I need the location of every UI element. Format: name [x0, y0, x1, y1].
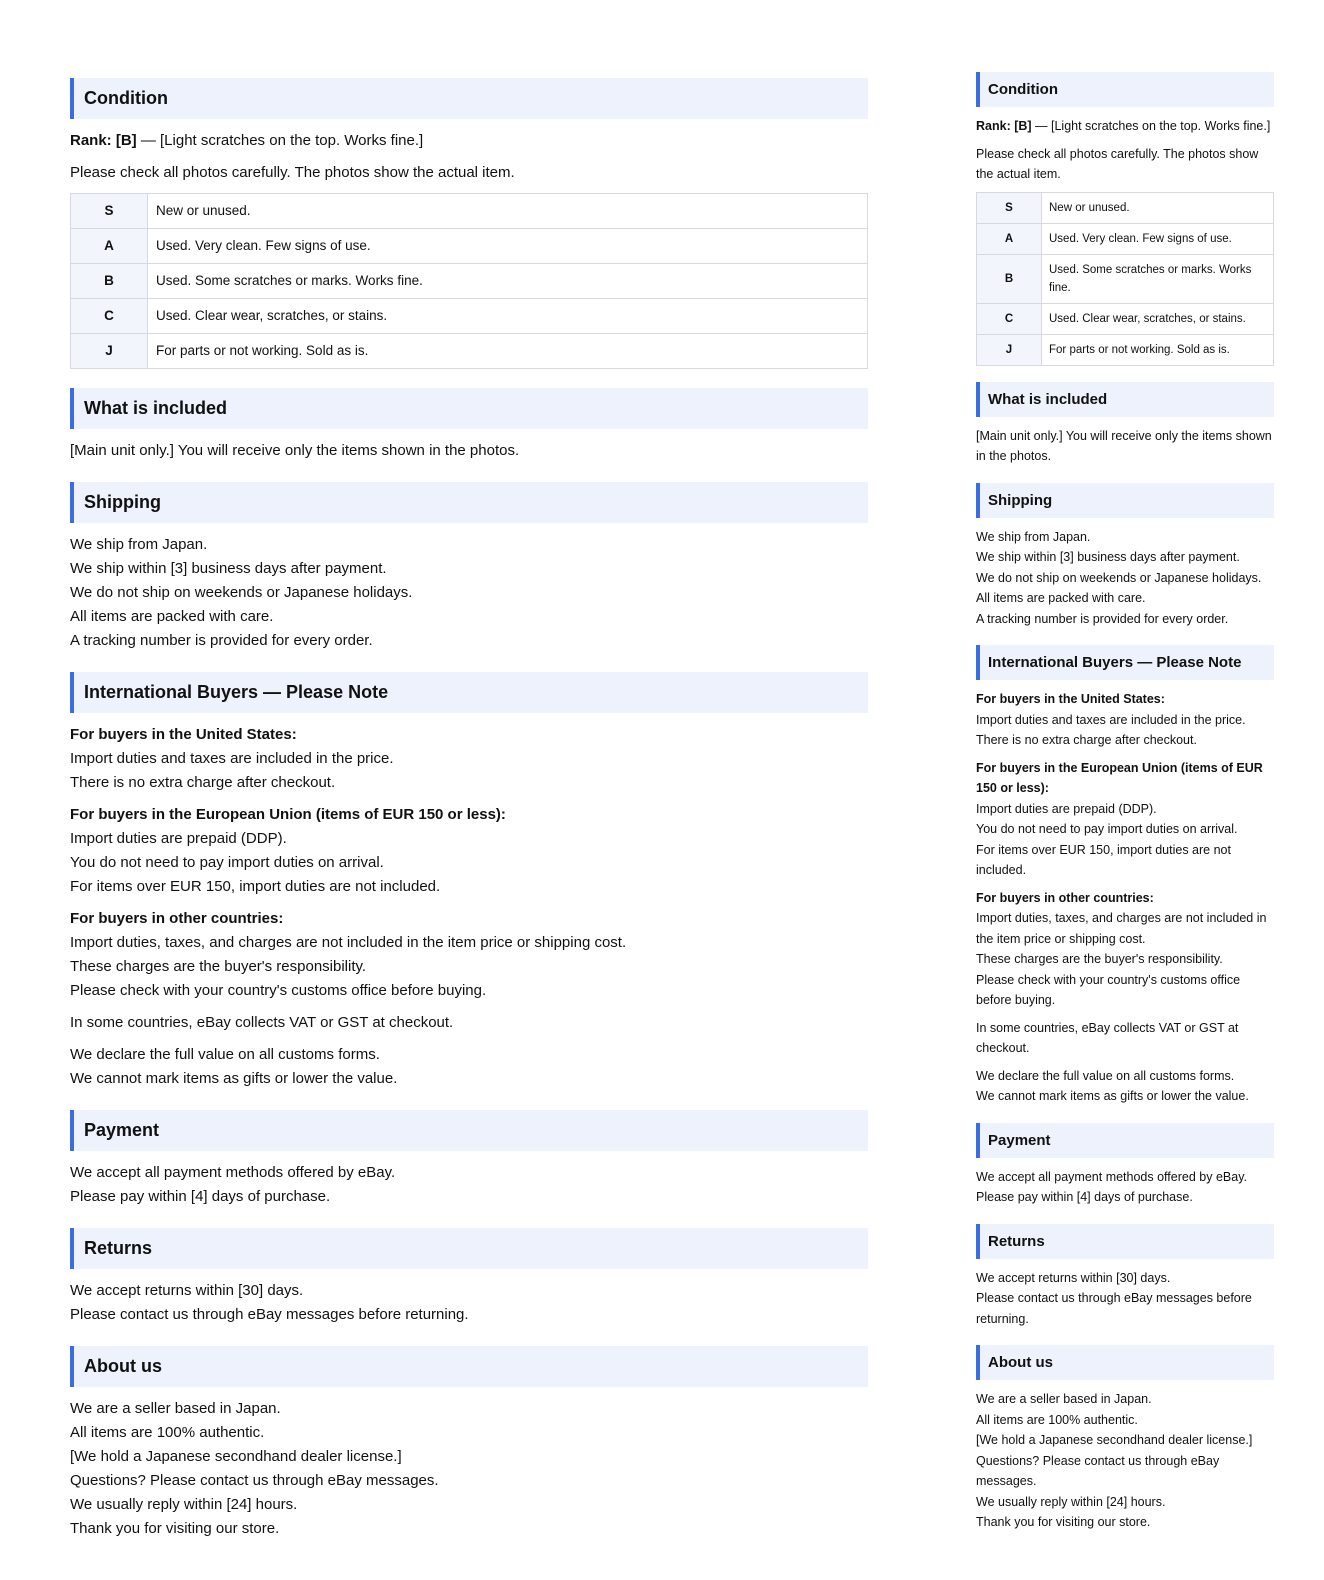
vat-note: In some countries, eBay collects VAT or GST at checkout.	[976, 1020, 1239, 1055]
returns-line: We accept returns within [30] days.	[70, 1282, 304, 1299]
rank-line	[976, 116, 1274, 137]
returns-heading: Returns	[70, 1228, 868, 1269]
table-row	[71, 334, 868, 369]
returns-heading: Returns	[976, 1224, 1274, 1259]
grade-description: New or unused.	[148, 194, 868, 229]
table-row	[977, 334, 1274, 365]
about-line: We are a seller based in Japan.	[70, 1400, 281, 1417]
grade-rank: A	[977, 223, 1042, 254]
grade-rank: C	[977, 303, 1042, 334]
shipping-line: A tracking number is provided for every order.	[70, 632, 373, 649]
included-heading: What is included	[976, 382, 1274, 417]
shipping-line: We do not ship on weekends or Japanese holidays.	[70, 584, 413, 601]
rank-note: — [Light scratches on the top. Works fine.]	[1031, 119, 1271, 133]
included-text: [Main unit only.] You will receive only the items shown in the photos.	[976, 428, 1272, 463]
about-heading: About us	[976, 1345, 1274, 1380]
shipping-text	[70, 533, 868, 653]
us-buyers-line: Import duties and taxes are included in the price.	[976, 712, 1246, 727]
grade-description: Used. Clear wear, scratches, or stains.	[1042, 303, 1274, 334]
other-buyers-line: Import duties, taxes, and charges are not included in the item price or shipping cost.	[70, 934, 627, 951]
international-section	[70, 672, 868, 1091]
condition-heading: Condition	[70, 78, 868, 119]
other-buyers-line: These charges are the buyer's responsibility.	[70, 958, 367, 975]
other-buyers-title: For buyers in other countries:	[976, 890, 1154, 905]
about-heading: About us	[70, 1346, 868, 1387]
table-row	[977, 254, 1274, 303]
payment-section	[976, 1123, 1274, 1208]
other-buyers-line: Please check with your country's customs office before buying.	[976, 972, 1241, 1007]
vat-note: In some countries, eBay collects VAT or GST at checkout.	[70, 1014, 454, 1031]
payment-heading: Payment	[70, 1110, 868, 1151]
grade-description: Used. Some scratches or marks. Works fine.	[1042, 254, 1274, 303]
about-line: All items are 100% authentic.	[70, 1424, 265, 1441]
customs-line: We cannot mark items as gifts or lower the value.	[976, 1089, 1249, 1103]
table-row	[71, 229, 868, 264]
photos-note: Please check all photos carefully. The photos show the actual item.	[976, 146, 1259, 181]
eu-buyers-line: You do not need to pay import duties on arrival.	[976, 822, 1238, 836]
about-line: Thank you for visiting our store.	[976, 1515, 1151, 1529]
about-line: Thank you for visiting our store.	[70, 1520, 280, 1537]
customs-line: We declare the full value on all customs forms.	[70, 1046, 380, 1063]
international-heading: International Buyers — Please Note	[70, 672, 868, 713]
about-text	[976, 1389, 1274, 1533]
customs-block	[976, 1066, 1274, 1107]
returns-line: We accept returns within [30] days.	[976, 1270, 1171, 1285]
shipping-heading: Shipping	[70, 482, 868, 523]
shipping-line: We ship from Japan.	[976, 529, 1091, 544]
eu-buyers-line: For items over EUR 150, import duties are not included.	[70, 878, 441, 895]
payment-line: We accept all payment methods offered by eBay.	[976, 1169, 1247, 1184]
returns-text	[976, 1268, 1274, 1330]
about-line: [We hold a Japanese secondhand dealer license.]	[976, 1433, 1253, 1447]
condition-section	[976, 72, 1274, 366]
shipping-text	[976, 527, 1274, 630]
payment-section	[70, 1110, 868, 1209]
shipping-line: We ship within [3] business days after payment.	[976, 550, 1240, 564]
other-buyers-line: Please check with your country's customs office before buying.	[70, 982, 487, 999]
grade-rank: S	[71, 194, 148, 229]
shipping-line: We ship from Japan.	[70, 536, 208, 553]
other-buyers-line: These charges are the buyer's responsibility.	[976, 952, 1223, 966]
grade-description: Used. Very clean. Few signs of use.	[148, 229, 868, 264]
grade-rank: J	[71, 334, 148, 369]
desktop-description-view	[70, 78, 868, 1541]
returns-section	[70, 1228, 868, 1327]
grade-description: Used. Some scratches or marks. Works fine.	[148, 264, 868, 299]
shipping-line: All items are packed with care.	[70, 608, 274, 625]
payment-heading: Payment	[976, 1123, 1274, 1158]
us-buyers-block	[976, 689, 1274, 751]
included-text: [Main unit only.] You will receive only the items shown in the photos.	[70, 442, 520, 459]
shipping-section	[976, 483, 1274, 630]
rank-label: Rank: [B]	[70, 132, 137, 149]
eu-buyers-line: For items over EUR 150, import duties are not included.	[976, 842, 1231, 877]
payment-text	[976, 1167, 1274, 1208]
about-line: We are a seller based in Japan.	[976, 1392, 1152, 1406]
about-text	[70, 1397, 868, 1541]
returns-line: Please contact us through eBay messages before returning.	[70, 1306, 469, 1323]
other-buyers-line: Import duties, taxes, and charges are not included in the item price or shipping cost.	[976, 911, 1267, 946]
grade-description: Used. Very clean. Few signs of use.	[1042, 223, 1274, 254]
grade-table	[70, 193, 868, 369]
rank-label: Rank: [B]	[976, 119, 1032, 133]
us-buyers-title: For buyers in the United States:	[70, 726, 297, 743]
condition-heading: Condition	[976, 72, 1274, 107]
about-line: [We hold a Japanese secondhand dealer license.]	[70, 1448, 402, 1465]
eu-buyers-block	[976, 758, 1274, 881]
shipping-line: We do not ship on weekends or Japanese holidays.	[976, 570, 1262, 585]
grade-rank: A	[71, 229, 148, 264]
about-line: Questions? Please contact us through eBay messages.	[976, 1453, 1220, 1488]
about-section	[976, 1345, 1274, 1533]
grade-rank: S	[977, 192, 1042, 223]
about-line: We usually reply within [24] hours.	[70, 1496, 298, 1513]
shipping-line: A tracking number is provided for every order.	[976, 611, 1229, 626]
about-line: We usually reply within [24] hours.	[976, 1494, 1166, 1509]
shipping-section	[70, 482, 868, 653]
grade-table	[976, 192, 1274, 366]
eu-buyers-block	[70, 803, 868, 899]
grade-rank: C	[71, 299, 148, 334]
returns-text	[70, 1279, 868, 1327]
customs-block	[70, 1043, 868, 1091]
included-section	[70, 388, 868, 463]
about-line: All items are 100% authentic.	[976, 1412, 1138, 1427]
us-buyers-block	[70, 723, 868, 795]
international-heading: International Buyers — Please Note	[976, 645, 1274, 680]
grade-description: Used. Clear wear, scratches, or stains.	[148, 299, 868, 334]
shipping-line: We ship within [3] business days after payment.	[70, 560, 387, 577]
table-row	[71, 194, 868, 229]
shipping-line: All items are packed with care.	[976, 591, 1146, 605]
grade-description: For parts or not working. Sold as is.	[1042, 334, 1274, 365]
eu-buyers-line: Import duties are prepaid (DDP).	[70, 830, 287, 847]
returns-line: Please contact us through eBay messages before returning.	[976, 1291, 1252, 1326]
returns-section	[976, 1224, 1274, 1330]
photos-note: Please check all photos carefully. The photos show the actual item.	[70, 164, 515, 181]
grade-description: New or unused.	[1042, 192, 1274, 223]
us-buyers-line: There is no extra charge after checkout.	[70, 774, 336, 791]
payment-line: We accept all payment methods offered by eBay.	[70, 1164, 396, 1181]
payment-text	[70, 1161, 868, 1209]
grade-rank: B	[71, 264, 148, 299]
other-buyers-block	[976, 888, 1274, 1011]
eu-buyers-title: For buyers in the European Union (items of EUR 150 or less):	[70, 806, 506, 823]
grade-description: For parts or not working. Sold as is.	[148, 334, 868, 369]
table-row	[71, 264, 868, 299]
about-line: Questions? Please contact us through eBay messages.	[70, 1472, 439, 1489]
about-section	[70, 1346, 868, 1541]
included-section	[976, 382, 1274, 467]
customs-line: We cannot mark items as gifts or lower the value.	[70, 1070, 398, 1087]
other-buyers-block	[70, 907, 868, 1003]
payment-line: Please pay within [4] days of purchase.	[70, 1188, 331, 1205]
payment-line: Please pay within [4] days of purchase.	[976, 1190, 1193, 1204]
eu-buyers-line: Import duties are prepaid (DDP).	[976, 801, 1157, 816]
grade-rank: J	[977, 334, 1042, 365]
condition-section	[70, 78, 868, 369]
us-buyers-line: There is no extra charge after checkout.	[976, 733, 1197, 747]
table-row	[977, 303, 1274, 334]
grade-rank: B	[977, 254, 1042, 303]
table-row	[71, 299, 868, 334]
shipping-heading: Shipping	[976, 483, 1274, 518]
mobile-description-view	[976, 72, 1274, 1533]
us-buyers-title: For buyers in the United States:	[976, 692, 1165, 706]
included-heading: What is included	[70, 388, 868, 429]
table-row	[977, 223, 1274, 254]
us-buyers-line: Import duties and taxes are included in the price.	[70, 750, 394, 767]
other-buyers-title: For buyers in other countries:	[70, 910, 284, 927]
eu-buyers-line: You do not need to pay import duties on arrival.	[70, 854, 384, 871]
table-row	[977, 192, 1274, 223]
rank-line	[70, 129, 868, 153]
international-section	[976, 645, 1274, 1107]
customs-line: We declare the full value on all customs forms.	[976, 1068, 1235, 1083]
rank-note: — [Light scratches on the top. Works fine.]	[136, 132, 424, 149]
eu-buyers-title: For buyers in the European Union (items of EUR 150 or less):	[976, 760, 1263, 795]
